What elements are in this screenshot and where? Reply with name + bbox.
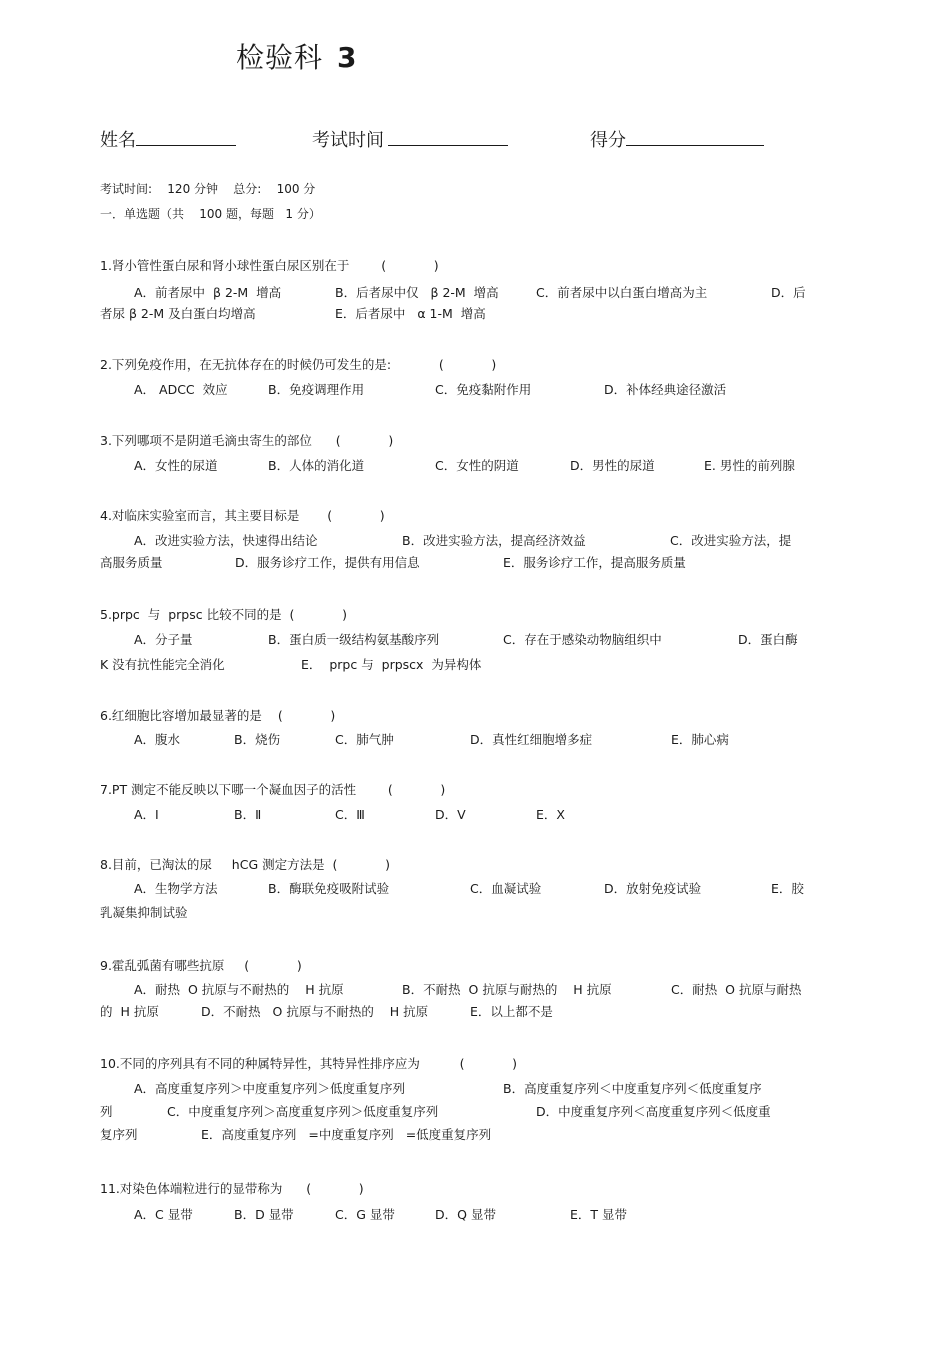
answer-option: D．蛋白酶 xyxy=(738,632,798,647)
doc-title-text: 检验科 xyxy=(236,41,324,74)
answer-option: 列 xyxy=(100,1104,113,1119)
answer-option: 乳凝集抑制试验 xyxy=(100,905,188,920)
question-stem: 5.prpc 与 prpsc 比较不同的是 ( ) xyxy=(100,607,347,622)
doc-title-number: 3 xyxy=(337,41,358,74)
question-stem: 6.红细胞比容增加最显著的是 ( ) xyxy=(100,708,336,723)
exam-time-field xyxy=(312,126,508,152)
answer-option: B．免疫调理作用 xyxy=(268,382,365,397)
answer-option: B．高度重复序列＜中度重复序列＜低度重复序 xyxy=(503,1081,762,1096)
answer-option: A． ADCC 效应 xyxy=(134,382,228,397)
answer-option: A．Ⅰ xyxy=(134,807,159,822)
answer-option: D．放射免疫试验 xyxy=(604,881,702,896)
answer-option: A．耐热 O 抗原与不耐热的 H 抗原 xyxy=(134,982,344,997)
answer-option: D．服务诊疗工作，提供有用信息 xyxy=(235,555,420,570)
answer-option: A．生物学方法 xyxy=(134,881,218,896)
score-field xyxy=(590,126,764,152)
exam-time-blank xyxy=(388,128,508,146)
answer-option: B．烧伤 xyxy=(234,732,281,747)
answer-option: A．改进实验方法，快速得出结论 xyxy=(134,533,318,548)
answer-option: C．女性的阴道 xyxy=(435,458,519,473)
exam-time-label: 考试时间 xyxy=(312,130,384,151)
score-label: 得分 xyxy=(590,130,626,151)
question-stem: 4.对临床实验室而言，其主要目标是 ( ) xyxy=(100,508,385,523)
answer-option: C．Ⅲ xyxy=(335,807,365,822)
answer-option: 的 H 抗原 xyxy=(100,1004,159,1019)
answer-option: B．后者尿中仅 β 2-M 增高 xyxy=(335,285,499,300)
answer-option: C．存在于感染动物脑组织中 xyxy=(503,632,662,647)
answer-option: D．真性红细胞增多症 xyxy=(470,732,593,747)
name-blank xyxy=(136,128,236,146)
answer-option: A．腹水 xyxy=(134,732,181,747)
question-stem: 3.下列哪项不是阴道毛滴虫寄生的部位 ( ) xyxy=(100,433,394,448)
answer-option: 高服务质量 xyxy=(100,555,163,570)
answer-option: C．改进实验方法，提 xyxy=(670,533,792,548)
question-stem: 8.目前，已淘汰的尿 hCG 测定方法是 ( ) xyxy=(100,857,390,872)
answer-option: B．不耐热 O 抗原与耐热的 H 抗原 xyxy=(402,982,612,997)
answer-option: B．改进实验方法，提高经济效益 xyxy=(402,533,586,548)
question-stem: 2.下列免疫作用，在无抗体存在的时候仍可发生的是: ( ) xyxy=(100,357,497,372)
answer-option: A．高度重复序列＞中度重复序列＞低度重复序列 xyxy=(134,1081,406,1096)
answer-option: E．T 显带 xyxy=(570,1207,628,1222)
answer-option: D．男性的尿道 xyxy=(570,458,655,473)
answer-option: K 没有抗性能完全消化 xyxy=(100,657,225,672)
score-blank xyxy=(626,128,764,146)
answer-option: C．前者尿中以白蛋白增高为主 xyxy=(536,285,708,300)
answer-option: C．中度重复序列＞高度重复序列＞低度重复序列 xyxy=(167,1104,439,1119)
answer-option: 者尿 β 2-M 及白蛋白均增高 xyxy=(100,306,256,321)
answer-option: B．人体的消化道 xyxy=(268,458,365,473)
answer-option: C．耐热 O 抗原与耐热 xyxy=(671,982,802,997)
answer-option: A．C 显带 xyxy=(134,1207,193,1222)
answer-option: C．肺气肿 xyxy=(335,732,394,747)
answer-option: B．Ⅱ xyxy=(234,807,262,822)
answer-option: C．血凝试验 xyxy=(470,881,542,896)
answer-option: E．以上都不是 xyxy=(470,1004,553,1019)
answer-option: E．服务诊疗工作，提高服务质量 xyxy=(503,555,686,570)
answer-option: C．G 显带 xyxy=(335,1207,395,1222)
answer-option: E．胶 xyxy=(771,881,804,896)
answer-option: E. 男性的前列腺 xyxy=(704,458,795,473)
answer-option: E．肺心病 xyxy=(671,732,729,747)
doc-title xyxy=(236,36,358,76)
answer-option: D．补体经典途径激活 xyxy=(604,382,727,397)
question-stem: 1.肾小管性蛋白尿和肾小球性蛋白尿区别在于 ( ) xyxy=(100,258,439,273)
answer-option: B．D 显带 xyxy=(234,1207,294,1222)
answer-option: D．Ⅴ xyxy=(435,807,466,822)
answer-option: B．蛋白质一级结构氨基酸序列 xyxy=(268,632,440,647)
answer-option: E．后者尿中 α 1-M 增高 xyxy=(335,306,486,321)
name-field xyxy=(100,126,236,152)
answer-option: C．免疫黏附作用 xyxy=(435,382,532,397)
answer-option: E． prpc 与 prpscx 为异构体 xyxy=(301,657,482,672)
answer-option: E．高度重复序列 =中度重复序列 =低度重复序列 xyxy=(201,1127,492,1142)
exam-meta: 考试时间: 120 分钟 总分: 100 分 xyxy=(100,182,316,196)
question-stem: 10.不同的序列具有不同的种属特异性，其特异性排序应为 ( ) xyxy=(100,1056,518,1071)
answer-option: D．不耐热 O 抗原与不耐热的 H 抗原 xyxy=(201,1004,429,1019)
answer-option: A．分子量 xyxy=(134,632,193,647)
question-stem: 9.霍乱弧菌有哪些抗原 ( ) xyxy=(100,958,302,973)
answer-option: 复序列 xyxy=(100,1127,138,1142)
name-label: 姓名 xyxy=(100,130,136,151)
question-stem: 11.对染色体端粒进行的显带称为 ( ) xyxy=(100,1181,364,1196)
answer-option: A．前者尿中 β 2-M 增高 xyxy=(134,285,282,300)
answer-option: D．后 xyxy=(771,285,806,300)
answer-option: E．Ⅹ xyxy=(536,807,565,822)
answer-option: A．女性的尿道 xyxy=(134,458,218,473)
section-heading: 一．单选题（共 100 题，每题 1 分） xyxy=(100,207,321,221)
answer-option: D．Q 显带 xyxy=(435,1207,496,1222)
answer-option: D．中度重复序列＜高度重复序列＜低度重 xyxy=(536,1104,771,1119)
answer-option: B．酶联免疫吸附试验 xyxy=(268,881,390,896)
question-stem: 7.PT 测定不能反映以下哪一个凝血因子的活性 ( ) xyxy=(100,782,446,797)
